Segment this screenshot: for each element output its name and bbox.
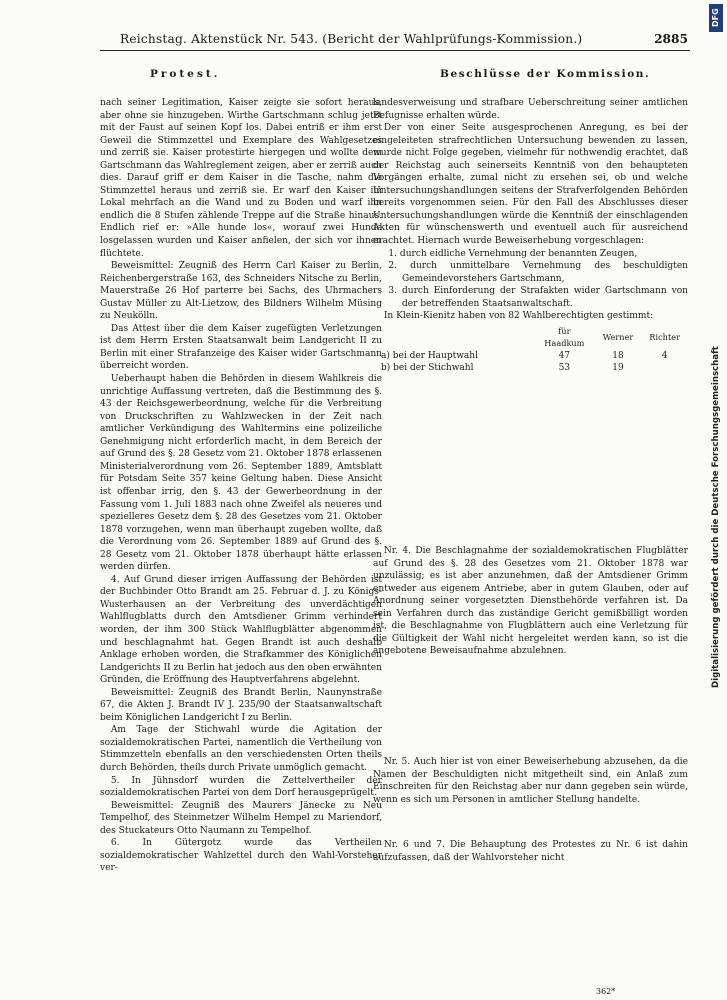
commission-column — [373, 97, 688, 864]
votes-column-header: Werner — [602, 332, 634, 343]
votes-row — [381, 350, 688, 363]
evidence-list-item: 1. durch eidliche Vernehmung der benannten Zeugen, — [388, 248, 638, 259]
protest-paragraph: nach seiner Legitimation, Kaiser zeigte sie sofort heraus, aber ohne sie hinzugeben. Wirthe Gartschmann schlug jetzt mit der Faust auf seinen Kopf los. Dabei entriß er ihm erst Geweil die Stimmzettel und Exemplare des Wahlgesetzes und zerriß sie. Kaiser protestirte hiergegen und wollte dem Gartschmann das Wahlreglement zeigen, aber er zerriß auch dies. Darauf griff er dem Kaiser in die Tasche, nahm die Stimmzettel heraus und zerriß sie. Er warf den Kaiser im Lokal mehrfach an die Wand und zu Boden und warf ihn endlich die 8 Stufen zählende Treppe auf die Straße hinaus. Endlich rief er: »Alle hunde los«, worauf zwei Hunde losgelassen wurden und Kaiser anfielen, der sich vor ihnen flüchtete. — [100, 98, 382, 259]
commission-paragraph: landesverweisung und strafbare Ueberschreitung seiner amtlichen Befugnisse erhalten würde. — [373, 98, 688, 121]
protest-paragraph: Am Tage der Stichwahl wurde die Agitation der sozialdemokratischen Partei, namentlich die Vertheilung von Stimmzetteln ebenfalls an den verschiedensten Orten theils durch Behörden, theils durch Private unmöglich gemacht. — [100, 725, 382, 773]
column-spacer — [373, 658, 688, 756]
evidence-paragraph: Beweismittel: Zeugniß des Maurers Jänecke zu Neu Tempelhof, des Steinmetzer Wilhelm Hempel zu Mariendorf, des Stuckateurs Otto Naumann zu Tempelhof. — [100, 800, 382, 836]
votes-row — [381, 362, 688, 375]
right-column-heading: Beschlüsse der Kommission. — [440, 68, 651, 80]
running-title: Reichstag. Aktenstück Nr. 543. (Bericht der Wahlprüfungs-Kommission.) — [120, 32, 583, 46]
column-spacer — [373, 455, 688, 545]
decision-nr-4: Nr. 4. Die Beschlagnahme der sozialdemokratischen Flugblätter auf Grund des §. 28 des Gesetzes vom 21. Oktober 1878 war unzulässig; es ist aber anzunehmen, daß der Amtsdiener Grimm entweder aus eigenem Antriebe, aber in gutem Glauben, oder auf Anordnung seiner vorgesetzten Dienstbehörde verfahren ist. Da sein Verfahren durch das zuständige Gericht gemißbilligt worden ist, die Beschlagnahme von Flugblättern auch eine Verletzung für die Gültigkeit der Wahl nicht hergeleitet werden kann, so ist die angebotene Beweisaufnahme abzulehnen. — [373, 546, 688, 657]
dfg-logo: DFG — [709, 4, 723, 32]
page-number: 2885 — [654, 32, 688, 46]
protest-column — [100, 97, 382, 875]
evidence-paragraph: Beweismittel: Zeugniß des Herrn Carl Kaiser zu Berlin, Reichenbergerstraße 163, des Schneiders Nitsche zu Berlin, Mauerstraße 26 Hof parterre bei Sachs, des Uhrmachers Gustav Müller zu Alt-Lietzow, des Bildners Wilhelm Müsing zu Neukölln. — [100, 261, 382, 322]
votes-corner — [381, 325, 534, 350]
votes-cell: 53 — [558, 363, 571, 374]
decision-nr-5: Nr. 5. Auch hier ist von einer Beweiserhebung abzusehen, da die Namen der Beschuldigten nicht mitgetheilt sind, ein Anlaß zum Einschreiten für den Reichstag aber nur dann gegeben sein würde, wenn es sich um Personen in amtlicher Stellung handelte. — [373, 756, 688, 805]
digitization-credit: Digitalisierung gefördert durch die Deutsche Forschungsgemeinschaft — [711, 346, 721, 688]
votes-row-label: b) bei der Stichwahl — [381, 363, 474, 374]
protest-item-5: 5. In Jühnsdorf wurden die Zettelvertheiler der sozialdemokratischen Partei von dem Dorf herausgeprügelt. — [100, 775, 382, 799]
protest-item-4: 4. Auf Grund dieser irrigen Auffassung der Behörden ist der Buchbinder Otto Brandt am 25. Februar d. J. zu Königs-Wusterhausen an der Verbreitung des unverdächtigen Wahlflugblatts durch den Amtsdiener Grimm verhindert worden, der ihm 300 Stück Wahlflugblätter abgenommen und beschlagnahmt hat. Gegen Brandt ist auch deshalb Anklage erhoben worden, die Strafkammer des Königlichen Landgerichts II zu Berlin hat jedoch aus den oben erwähnten Gründen, die Eröffnung des Hauptverfahrens abgelehnt. — [100, 574, 382, 686]
column-spacer — [373, 377, 688, 455]
evidence-list-item: 2. durch unmittelbare Vernehmung des beschuldigten Gemeindevorstehers Gartschmann, — [388, 261, 688, 284]
running-header — [100, 28, 688, 48]
column-spacer — [373, 806, 688, 839]
votes-intro: In Klein-Kienitz haben von 82 Wahlberechtigten gestimmt: — [383, 311, 654, 322]
protest-item-6: 6. In Gütergotz wurde das Vertheilen sozialdemokratischer Wahlzettel durch den Wahl-Vorsteher ver- — [100, 838, 382, 874]
votes-column-header: Richter — [649, 332, 680, 343]
protest-paragraph: Ueberhaupt haben die Behörden in diesem Wahlkreis die unrichtige Auffassung vertreten, daß die Bestimmung des §. 43 der Reichsgewerbeordnung, welche für die Verbreitung von Druckschriften zu Wahlzwecken in der Zeit nach amtlicher Verkündigung des Wahltermins eine polizeiliche Genehmigung nicht erforderlich macht, in dem Bereich der auf Grund des §. 28 Gesetz vom 21. Oktober 1878 erlassenen Ministerialverordnung vom 26. September 1889, Amtsblatt für Potsdam Seite 357 keine Geltung haben. Diese Ansicht ist offenbar irrig, den §. 43 der Gewerbeordnung in der Fassung vom 1. Juli 1883 nach ohne Zweifel als neueres und spezielleres Gesetz dem §. 28 des Gesetzes vom 21. Oktober 1878 vorzugehen, wenn man überhaupt zugeben wollte, daß die Verordnung vom 26. September 1889 auf Grund des §. 28 Gesetz vom 21. Oktober 1878 überhaupt hätte erlassen werden dürfen. — [100, 374, 382, 573]
votes-row-label: a) bei der Hauptwahl — [381, 350, 478, 361]
decision-nr-6-7: Nr. 6 und 7. Die Behauptung des Protestes zu Nr. 6 ist dahin aufzufassen, daß der Wahlvorsteher nicht — [373, 840, 688, 863]
votes-cell — [641, 362, 688, 375]
votes-column-header: für Haadkum — [544, 325, 585, 349]
evidence-list-item: 3. durch Einforderung der Strafakten wider Gartschmann von der betreffenden Staatsanwaltschaft. — [388, 286, 688, 309]
votes-cell: 19 — [612, 363, 624, 374]
sheet-signature: 362* — [596, 987, 616, 996]
votes-cell: 18 — [612, 350, 624, 361]
commission-paragraph: Der von einer Seite ausgesprochenen Anregung, es bei der eingeleiteten strafrechtlichen Untersuchung bewenden zu lassen, wurde nicht Folge gegeben, vielmehr für nothwendig erachtet, daß der Reichstag auch seinerseits Kenntniß von den behaupteten Vorgängen erhalte, zumal nicht zu ersehen sei, ob und welche Untersuchungshandlungen seitens der Strafverfolgenden Behörden bereits vorgenommen seien. Für den Fall des Abschlusses dieser Untersuchungshandlungen würde die Kenntniß der einschlagenden Akten für wünschenswerth und eventuell auch für ausreichend erachtet. Hiernach wurde Beweiserhebung vorgeschlagen: — [373, 123, 688, 247]
header-rule — [100, 50, 690, 51]
evidence-paragraph: Beweismittel: Zeugniß des Brandt Berlin, Naunynstraße 67, die Akten J. Brandt IV J. 235/90 der Staatsanwaltschaft beim Königlichen Landgericht I zu Berlin. — [100, 687, 382, 723]
votes-cell: 4 — [661, 350, 668, 361]
protest-paragraph: Das Attest über die dem Kaiser zugefügten Verletzungen ist dem Herrn Ersten Staatsanwalt beim Landgericht II zu Berlin mit einer Strafanzeige des Kaiser wider Gartschmann überreicht worden. — [100, 323, 382, 372]
left-column-heading: Protest. — [150, 68, 221, 80]
votes-table — [381, 325, 688, 375]
digitization-sidebar — [709, 0, 723, 700]
votes-cell: 47 — [558, 350, 571, 361]
